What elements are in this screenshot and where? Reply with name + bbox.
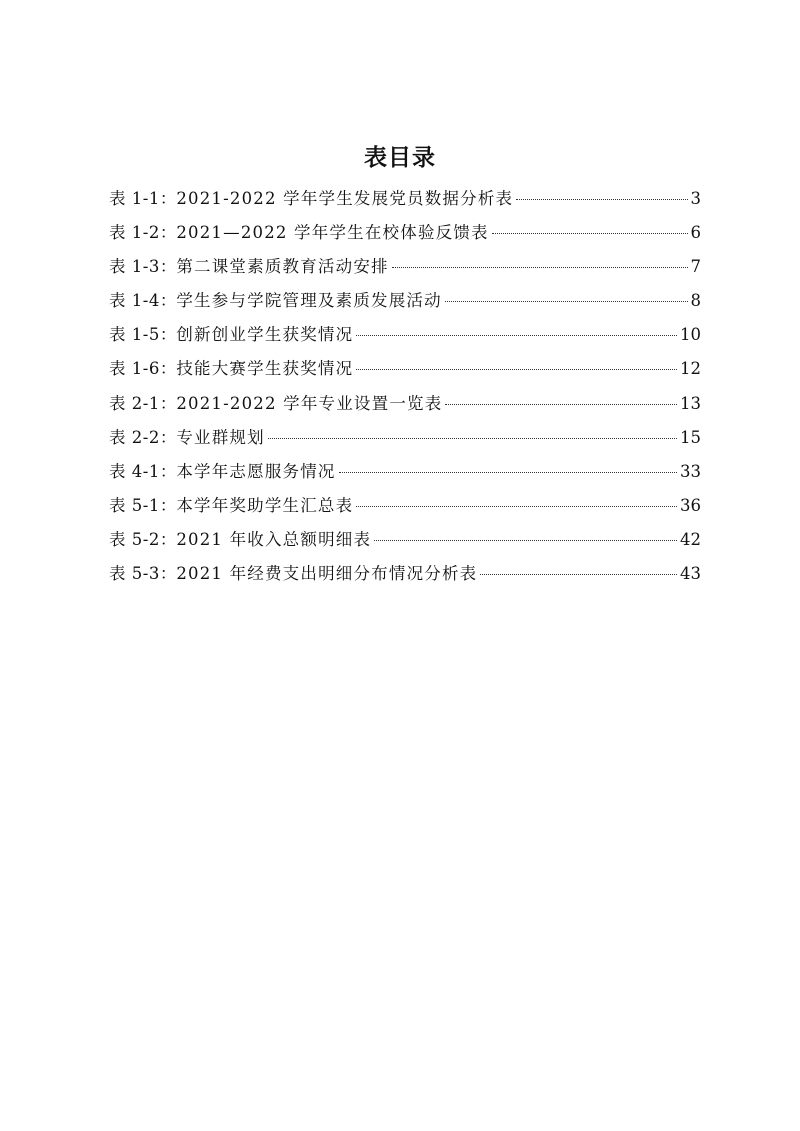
toc-entry-separator: ： bbox=[159, 427, 177, 447]
toc-entry-page-number: 7 bbox=[690, 257, 701, 277]
toc-entry-title: 2021 年收入总额明细表 bbox=[176, 529, 372, 549]
toc-entry[interactable] bbox=[109, 284, 701, 318]
toc-entry[interactable] bbox=[109, 523, 701, 557]
toc-entry-label: 表 1-2 bbox=[109, 223, 160, 243]
toc-entry-label: 表 2-1 bbox=[109, 393, 160, 413]
toc-entry[interactable] bbox=[109, 557, 701, 591]
toc-entry-separator: ： bbox=[159, 291, 177, 311]
table-of-contents bbox=[109, 182, 701, 591]
dot-leader bbox=[392, 267, 688, 268]
toc-entry-page-number: 10 bbox=[680, 325, 701, 345]
dot-leader bbox=[268, 438, 677, 439]
toc-entry[interactable] bbox=[109, 421, 701, 455]
toc-entry[interactable] bbox=[109, 352, 701, 386]
dot-leader bbox=[356, 369, 677, 370]
toc-entry-separator: ： bbox=[159, 564, 177, 584]
toc-entry[interactable] bbox=[109, 216, 701, 250]
toc-entry-separator: ： bbox=[159, 257, 177, 277]
toc-entry-separator: ： bbox=[159, 529, 177, 549]
toc-entry-separator: ： bbox=[159, 393, 177, 413]
dot-leader bbox=[356, 335, 677, 336]
toc-entry-label: 表 1-6 bbox=[109, 359, 160, 379]
dot-leader bbox=[356, 506, 677, 507]
dot-leader bbox=[374, 540, 677, 541]
toc-entry-page-number: 6 bbox=[690, 223, 701, 243]
toc-entry-label: 表 1-1 bbox=[109, 189, 160, 208]
toc-entry-label: 表 1-4 bbox=[109, 291, 160, 311]
toc-entry-page-number: 15 bbox=[680, 427, 701, 447]
toc-entry-page-number: 42 bbox=[680, 529, 701, 549]
toc-entry-title: 技能大赛学生获奖情况 bbox=[176, 359, 354, 379]
toc-entry-page-number: 33 bbox=[680, 461, 701, 481]
toc-entry[interactable] bbox=[109, 455, 701, 489]
toc-entry-title: 本学年志愿服务情况 bbox=[176, 461, 336, 481]
toc-entry[interactable] bbox=[109, 250, 701, 284]
toc-entry-label: 表 5-1 bbox=[109, 495, 160, 515]
toc-entry-label: 表 5-2 bbox=[109, 529, 160, 549]
toc-entry-separator: ： bbox=[159, 223, 177, 243]
toc-entry-title: 专业群规划 bbox=[176, 427, 265, 447]
toc-entry-page-number: 36 bbox=[680, 495, 701, 515]
toc-entry-page-number: 12 bbox=[680, 359, 701, 379]
toc-entry-page-number: 13 bbox=[680, 393, 701, 413]
toc-entry-label: 表 4-1 bbox=[109, 461, 160, 481]
toc-entry-title: 2021 年经费支出明细分布情况分析表 bbox=[176, 564, 478, 584]
dot-leader bbox=[480, 574, 677, 575]
toc-entry-separator: ： bbox=[159, 189, 177, 208]
toc-entry[interactable] bbox=[109, 182, 701, 216]
toc-entry[interactable] bbox=[109, 387, 701, 421]
toc-entry-label: 表 1-5 bbox=[109, 325, 160, 345]
toc-entry-separator: ： bbox=[159, 325, 177, 345]
page-title: 表目录 bbox=[364, 145, 436, 171]
toc-entry-page-number: 8 bbox=[690, 291, 701, 311]
toc-entry-separator: ： bbox=[159, 495, 177, 515]
toc-entry-title: 学生参与学院管理及素质发展活动 bbox=[176, 291, 442, 311]
toc-entry-page-number: 43 bbox=[680, 564, 701, 584]
toc-entry-title: 2021—2022 学年学生在校体验反馈表 bbox=[176, 223, 489, 243]
toc-entry-title: 创新创业学生获奖情况 bbox=[176, 325, 354, 345]
dot-leader bbox=[445, 301, 688, 302]
toc-entry-title: 本学年奖助学生汇总表 bbox=[176, 495, 354, 515]
dot-leader bbox=[492, 233, 688, 234]
toc-entry-label: 表 1-3 bbox=[109, 257, 160, 277]
dot-leader bbox=[339, 472, 677, 473]
toc-entry-title: 2021-2022 学年专业设置一览表 bbox=[176, 393, 443, 413]
toc-entry-label: 表 2-2 bbox=[109, 427, 160, 447]
toc-entry-title: 2021-2022 学年学生发展党员数据分析表 bbox=[176, 189, 514, 208]
dot-leader bbox=[445, 404, 677, 405]
dot-leader bbox=[516, 199, 687, 200]
toc-entry[interactable] bbox=[109, 489, 701, 523]
toc-entry-label: 表 5-3 bbox=[109, 564, 160, 584]
toc-entry-separator: ： bbox=[159, 461, 177, 481]
toc-entry-title: 第二课堂素质教育活动安排 bbox=[176, 257, 389, 277]
toc-entry-page-number: 3 bbox=[690, 189, 701, 208]
toc-entry-separator: ： bbox=[159, 359, 177, 379]
toc-entry[interactable] bbox=[109, 318, 701, 352]
